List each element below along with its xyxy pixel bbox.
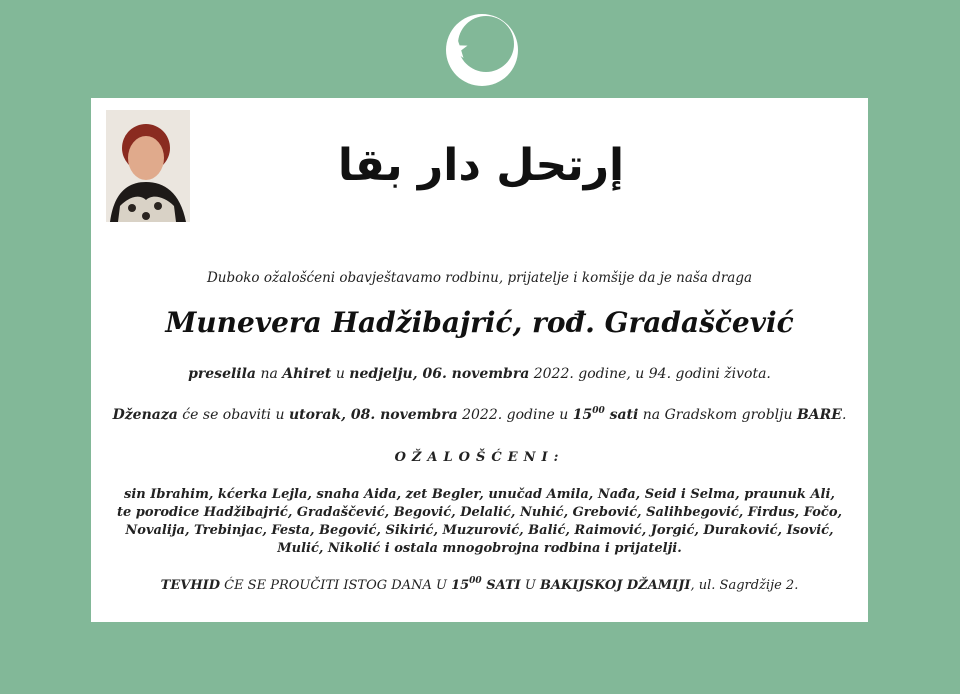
deceased-name: Munevera Hadžibajrić, rođ. Gradaščević — [165, 306, 794, 339]
arabic-calligraphy — [337, 118, 625, 208]
intro-text: Duboko ožalošćeni obavještavamo rodbinu, prijatelje i komšije da je naša draga — [206, 270, 753, 286]
mourners-list: sin Ibrahim, kćerka Lejla, snaha Aida, zet Begler, unučad Amila, Nađa, Seid i Selma, praunuk Ali, te porodice Hadžibajrić, Gradaščević, Begović, Delalić, Nuhić, Grebović, Salihbegović, Firdus, Fočo, Novalija, Trebinjac, Festa, Begović, Sikirić, Muzurović, Balić, Raimović, Jorgić, Duraković, Isović, Mulić, Nikolić i ostala mnogobrojna rodbina i prijatelji. — [116, 487, 843, 556]
deceased-portrait — [106, 110, 190, 222]
obituary-card — [91, 98, 868, 622]
tevhid-announcement: TEVHID ĆE SE PROUČITI ISTOG DANA U $15^{00}$ SATI U BAKIJSKOJ DŽAMIJI, ul. Sagrdžije 2. — [160, 576, 799, 593]
death-announcement: preselila na Ahiret u nedjelju, 06. novembra 2022. godine, u 94. godini života. — [188, 366, 771, 382]
mourners-heading: OŽALOŠĆENI: — [394, 450, 565, 465]
crescent-star-icon — [440, 12, 520, 88]
funeral-announcement: Dženaza će se obaviti u utorak, 08. novembra 2022. godine u $15^{00}$ sati na Gradskom groblju BARE. — [112, 406, 847, 423]
svg-text:إرتحل دار بقا: إرتحل دار بقا — [337, 140, 625, 191]
